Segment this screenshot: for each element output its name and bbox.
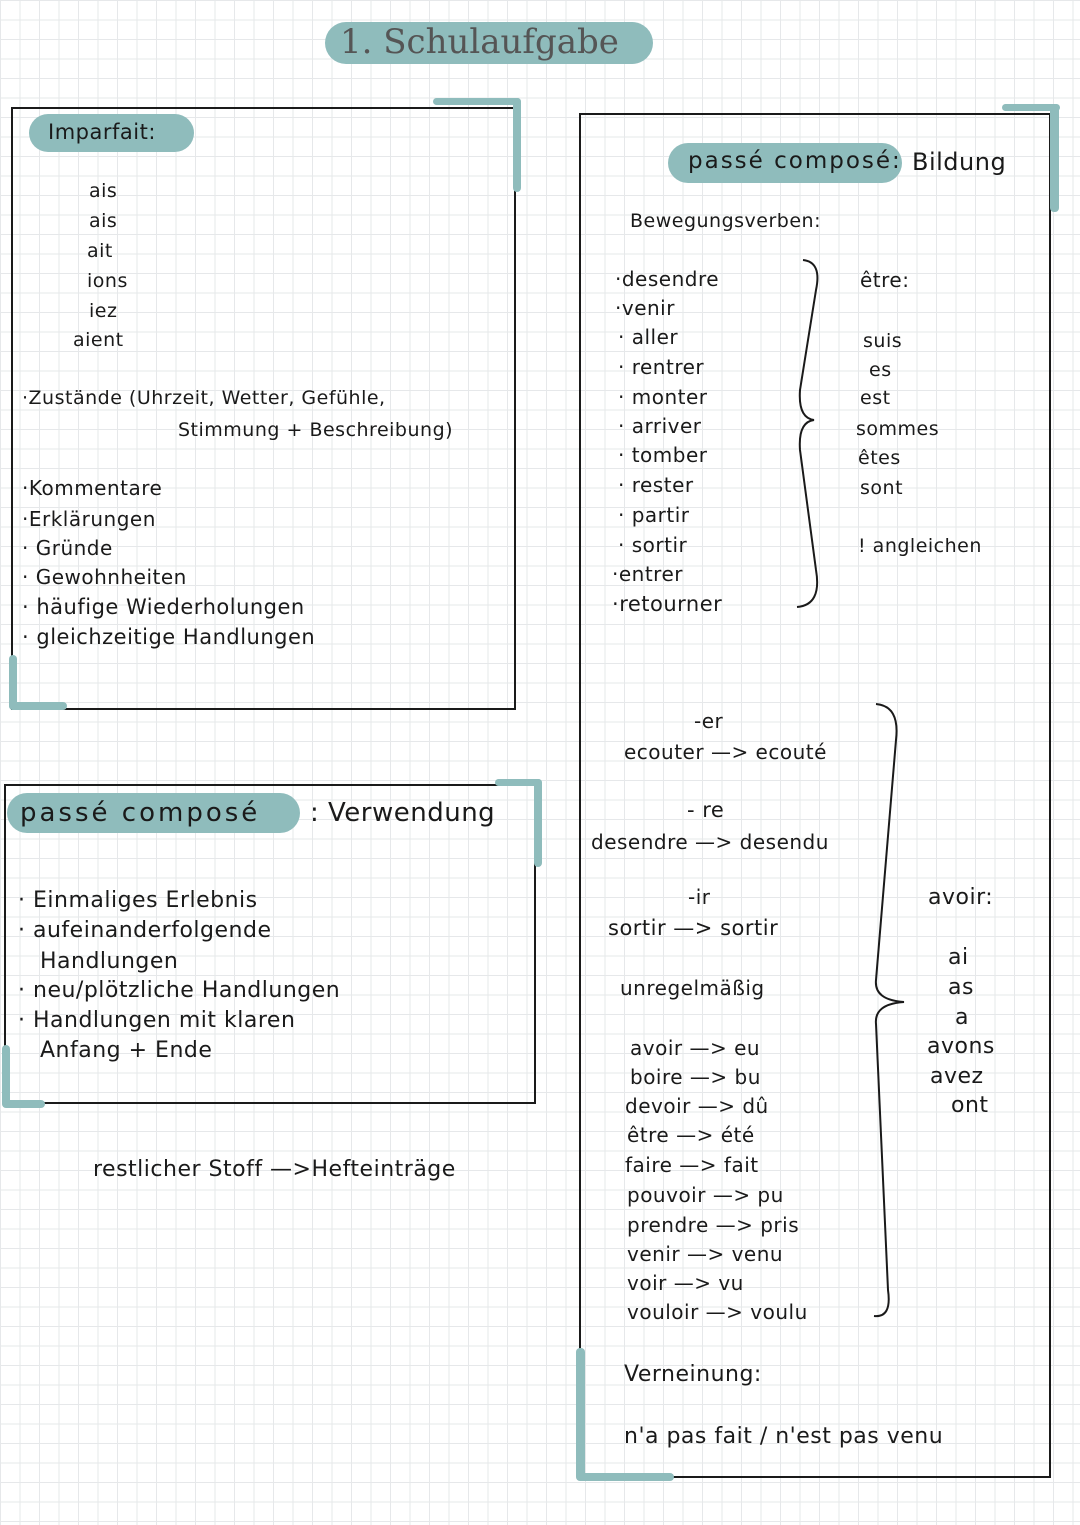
- ending-item: ais: [89, 210, 118, 232]
- list-item: avoir —> eu: [630, 1036, 761, 1060]
- conjugation-item: est: [860, 387, 891, 409]
- verneinung-example: n'a pas fait / n'est pas venu: [624, 1424, 944, 1449]
- ending-item: iez: [89, 300, 118, 322]
- list-item: devoir —> dû: [625, 1094, 769, 1118]
- list-item: · monter: [618, 385, 708, 409]
- list-item: voir —> vu: [627, 1271, 744, 1295]
- avoir-brace: [874, 704, 904, 1316]
- zustaende-line2: Stimmung + Beschreibung): [178, 419, 454, 441]
- conjugation-item: avons: [927, 1034, 995, 1059]
- conjugation-item: es: [869, 359, 892, 381]
- list-item: · gleichzeitige Handlungen: [22, 625, 316, 649]
- list-item: · Gründe: [22, 536, 113, 560]
- warning-icon: !: [858, 535, 867, 557]
- list-item: boire —> bu: [630, 1065, 761, 1089]
- list-item: faire —> fait: [625, 1153, 759, 1177]
- verwendung-heading: passé composé: [20, 798, 261, 828]
- bildung-heading: passé composé:: [688, 148, 902, 174]
- imparfait-heading: Imparfait:: [48, 120, 156, 144]
- avoir-label: avoir:: [928, 885, 994, 910]
- ending-item: ais: [89, 180, 118, 202]
- conjugation-item: a: [955, 1005, 969, 1030]
- list-item: · tomber: [618, 443, 708, 467]
- list-item: · rester: [618, 473, 694, 497]
- etre-label: être:: [860, 268, 910, 292]
- unregelmaessig-label: unregelmäßig: [620, 976, 765, 1000]
- list-item: · Einmaliges Erlebnis: [18, 888, 258, 913]
- zustaende-line1: ·Zustände (Uhrzeit, Wetter, Gefühle,: [22, 387, 386, 409]
- list-item: · partir: [618, 503, 690, 527]
- list-item: · sortir: [618, 533, 688, 557]
- re-example: desendre —> desendu: [591, 830, 829, 854]
- list-item: ·entrer: [612, 562, 683, 586]
- list-item-continuation: Anfang + Ende: [40, 1038, 213, 1063]
- restlicher-stoff-note: restlicher Stoff —>Hefteinträge: [93, 1157, 456, 1182]
- ending-item: ions: [87, 270, 128, 292]
- angleichen-note: ! angleichen: [858, 535, 982, 557]
- conjugation-item: ont: [951, 1093, 989, 1118]
- bewegungsverben-label: Bewegungsverben:: [630, 210, 821, 232]
- list-item: · rentrer: [618, 355, 705, 379]
- list-item: ·desendre: [615, 267, 720, 291]
- list-item: · neu/plötzliche Handlungen: [18, 978, 341, 1003]
- conjugation-item: sommes: [856, 418, 940, 440]
- list-item: vouloir —> voulu: [627, 1300, 808, 1324]
- verneinung-label: Verneinung:: [624, 1362, 762, 1387]
- list-item: venir —> venu: [627, 1242, 784, 1266]
- er-example: ecouter —> ecouté: [624, 740, 827, 764]
- list-item: · arriver: [618, 414, 702, 438]
- re-label: - re: [687, 798, 725, 822]
- etre-brace: [797, 260, 817, 607]
- list-item: être —> été: [627, 1123, 755, 1147]
- ending-item: aient: [73, 329, 124, 351]
- list-item: ·retourner: [612, 592, 723, 616]
- ir-example: sortir —> sortir: [608, 916, 779, 940]
- conjugation-item: sont: [860, 477, 904, 499]
- conjugation-item: êtes: [858, 447, 901, 469]
- list-item: ·venir: [615, 296, 675, 320]
- conjugation-item: as: [948, 975, 974, 1000]
- ending-item: ait: [87, 240, 113, 262]
- list-item: · aller: [618, 325, 679, 349]
- conjugation-item: ai: [948, 945, 969, 970]
- list-item: prendre —> pris: [627, 1213, 800, 1237]
- conjugation-item: suis: [863, 330, 903, 352]
- ir-label: -ir: [688, 885, 711, 909]
- list-item-continuation: Handlungen: [40, 949, 179, 974]
- bildung-heading-suffix: Bildung: [912, 148, 1007, 176]
- list-item: · Gewohnheiten: [22, 565, 187, 589]
- conjugation-item: avez: [930, 1064, 984, 1089]
- list-item: · häufige Wiederholungen: [22, 595, 305, 619]
- list-item: · aufeinanderfolgende: [18, 918, 272, 943]
- er-label: -er: [694, 709, 724, 733]
- list-item: pouvoir —> pu: [627, 1183, 784, 1207]
- page-title: 1. Schulaufgabe: [340, 22, 619, 62]
- list-item: ·Erklärungen: [22, 507, 156, 531]
- list-item: ·Kommentare: [22, 476, 163, 500]
- verwendung-heading-suffix: : Verwendung: [310, 798, 496, 828]
- list-item: · Handlungen mit klaren: [18, 1008, 296, 1033]
